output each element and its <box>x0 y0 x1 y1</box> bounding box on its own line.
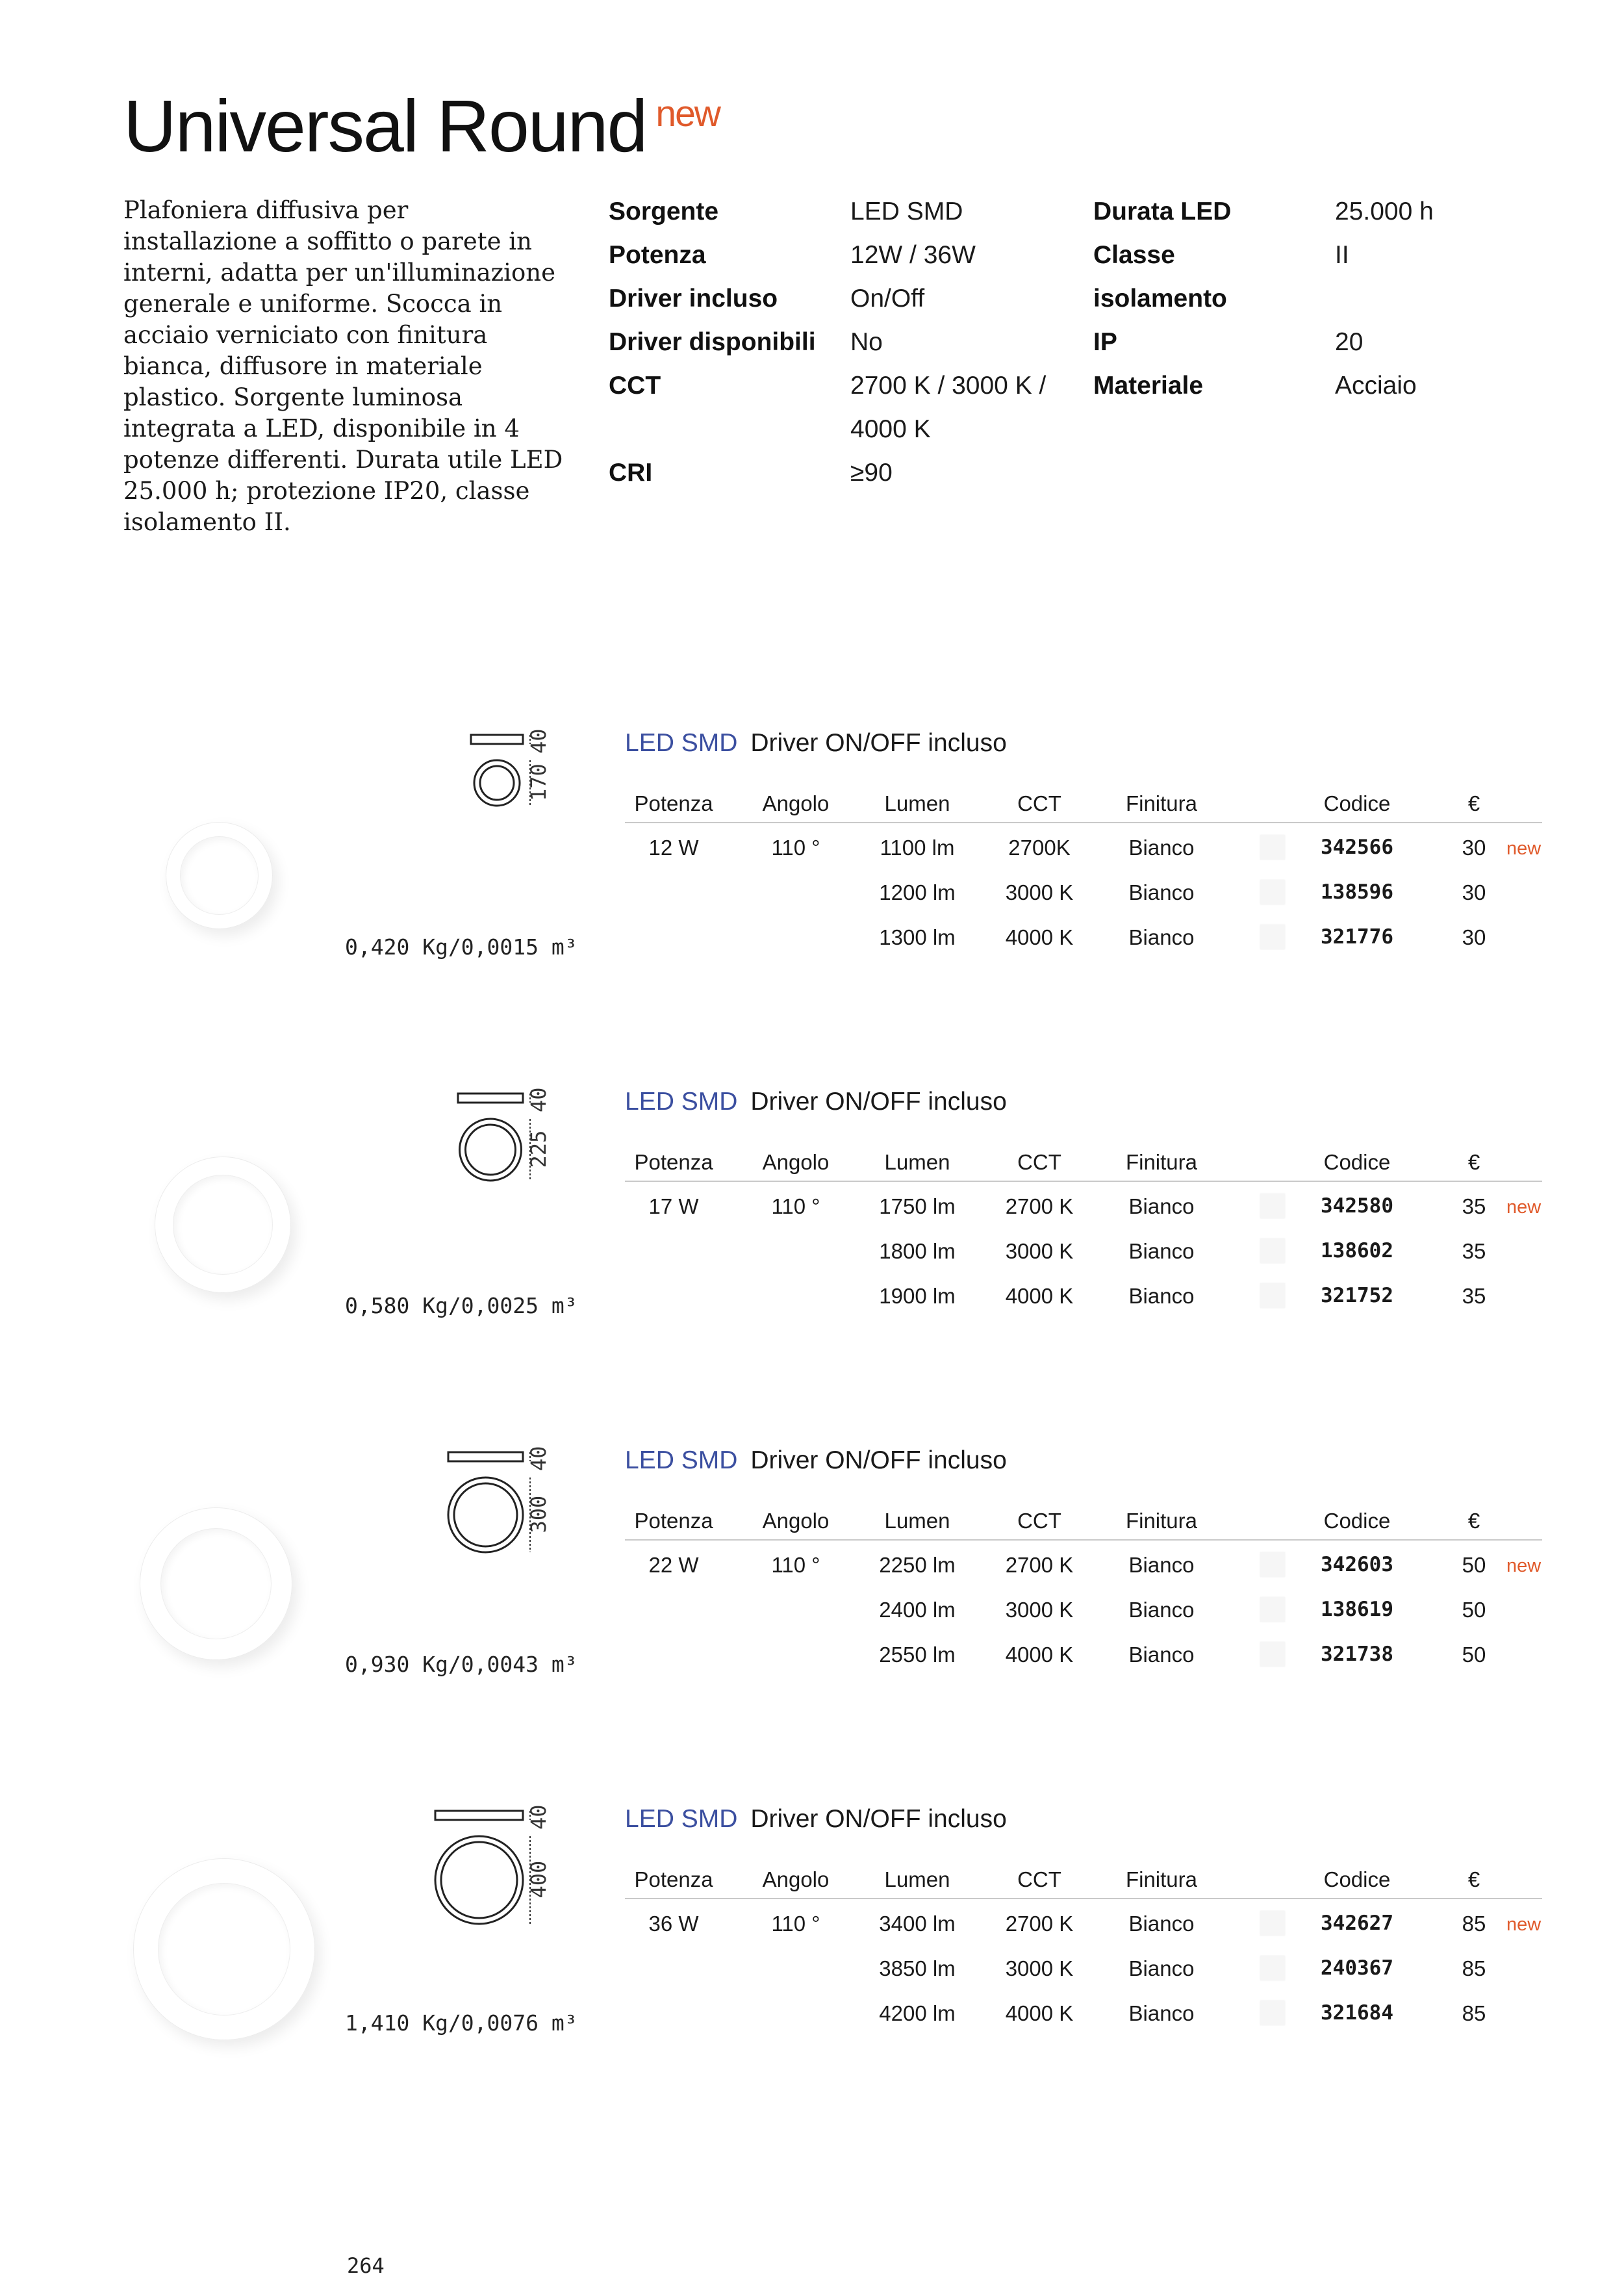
finish-swatch <box>1260 1911 1285 1936</box>
new-badge: new <box>1506 1197 1542 1218</box>
cell-finitura: Bianco <box>1128 1284 1195 1308</box>
table-rule <box>625 822 1464 823</box>
spec-left-value: No <box>850 328 883 356</box>
cell-lumen: 1800 lm <box>879 1239 956 1263</box>
column-header-potenza: Potenza <box>634 1509 713 1533</box>
height-label: 40 <box>526 1446 551 1471</box>
spec-left-value: On/Off <box>850 285 925 313</box>
column-header-cct: CCT <box>1017 1867 1061 1891</box>
cell-finitura: Bianco <box>1128 1956 1195 1980</box>
diameter-label: 300 <box>526 1495 551 1533</box>
weight-volume: 1,410 Kg/0,0076 m³ <box>345 2010 577 2036</box>
table-rule <box>625 1539 1464 1541</box>
cell-finitura: Bianco <box>1128 1643 1195 1667</box>
cell-angolo: 110 ° <box>771 1553 820 1577</box>
spec-right-value: II <box>1335 241 1349 269</box>
top-view-inner <box>454 1483 517 1546</box>
spec-left-key: Potenza <box>609 241 706 269</box>
finish-swatch <box>1260 1238 1285 1263</box>
spec-left-key: CCT <box>609 372 661 400</box>
cell-price: 50 <box>1462 1598 1486 1622</box>
new-badge: new <box>1506 1555 1542 1576</box>
spec-right-key: isolamento <box>1093 285 1227 313</box>
spec-left-value: 12W / 36W <box>850 241 976 269</box>
dimension-drawing <box>468 728 598 858</box>
cell-potenza: 36 W <box>648 1912 699 1936</box>
cell-finitura: Bianco <box>1128 1553 1195 1577</box>
cell-codice: 342603 <box>1321 1553 1393 1576</box>
cell-lumen: 1100 lm <box>880 836 955 860</box>
table-caption <box>625 1446 1007 1475</box>
cell-cct: 4000 K <box>1005 1284 1074 1308</box>
spec-right-key: Durata LED <box>1093 198 1232 225</box>
product-photo <box>155 1157 291 1293</box>
source-label: LED SMD <box>625 729 738 757</box>
weight-volume: 0,420 Kg/0,0015 m³ <box>345 934 577 960</box>
column-header-potenza: Potenza <box>634 1867 713 1891</box>
finish-swatch <box>1260 1283 1285 1308</box>
cell-price: 50 <box>1462 1553 1486 1577</box>
cell-cct: 3000 K <box>1005 880 1074 904</box>
top-view-outer <box>448 1478 523 1552</box>
spec-left-row <box>609 320 1065 364</box>
cell-lumen: 3850 lm <box>879 1956 956 1980</box>
column-header-codice: Codice <box>1323 791 1391 815</box>
spec-left-key: Driver disponibili <box>609 328 816 356</box>
side-view-outline <box>448 1452 523 1461</box>
cell-cct: 2700K <box>1008 836 1071 860</box>
new-badge: new <box>1506 1914 1542 1935</box>
table-caption <box>625 729 1007 758</box>
cell-finitura: Bianco <box>1128 1194 1195 1218</box>
source-label: LED SMD <box>625 1805 738 1833</box>
specs-right <box>1093 190 1465 407</box>
cell-finitura: Bianco <box>1128 836 1195 860</box>
height-label: 40 <box>526 1804 551 1830</box>
spec-left-key <box>609 407 850 451</box>
spec-right-key: IP <box>1093 328 1117 356</box>
cell-cct: 4000 K <box>1005 1643 1074 1667</box>
price-rule <box>1464 1898 1542 1899</box>
spec-left-key: CRI <box>609 459 653 487</box>
finish-swatch <box>1260 1552 1285 1577</box>
table-caption <box>625 1088 1007 1116</box>
diameter-label: 400 <box>526 1860 551 1899</box>
column-header-price: € <box>1467 1150 1480 1174</box>
cell-lumen: 1750 lm <box>879 1194 956 1218</box>
cell-lumen: 4200 lm <box>879 2001 956 2025</box>
spec-left-key: Sorgente <box>609 198 719 225</box>
driver-label: Driver ON/OFF incluso <box>750 1805 1007 1833</box>
cell-potenza: 17 W <box>648 1194 699 1218</box>
product-photo <box>140 1507 292 1660</box>
column-header-angolo: Angolo <box>762 1867 830 1891</box>
finish-swatch <box>1260 1956 1285 1980</box>
cell-lumen: 3400 lm <box>879 1912 956 1936</box>
cell-price: 30 <box>1462 836 1486 860</box>
cell-price: 85 <box>1462 2001 1486 2025</box>
spec-left-value: ≥90 <box>850 459 893 487</box>
cell-finitura: Bianco <box>1128 1239 1195 1263</box>
cell-cct: 2700 K <box>1005 1194 1074 1218</box>
cell-price: 85 <box>1462 1956 1486 1980</box>
top-view-inner <box>466 1125 516 1175</box>
table-rule <box>625 1898 1464 1899</box>
source-label: LED SMD <box>625 1088 738 1116</box>
column-header-finitura: Finitura <box>1125 791 1198 815</box>
cell-cct: 3000 K <box>1005 1239 1074 1263</box>
cell-price: 30 <box>1462 925 1486 949</box>
cell-codice: 321776 <box>1321 925 1393 949</box>
product-description: Plafoniera diffusiva per installazione a soffitto o parete in interni, adatta per un'illuminazione generale e uniforme. Scocca in acciaio verniciato con finitura bianca, diffusore in materiale plastico. Sorgente luminosa integrata a LED, disponibile in 4 potenze differenti. Durata utile LED 25.000 h; protezione IP20, classe isolamento II. <box>123 196 563 536</box>
side-view-outline <box>435 1811 523 1820</box>
column-header-angolo: Angolo <box>762 791 830 815</box>
finish-swatch <box>1260 1642 1285 1667</box>
height-label: 40 <box>526 728 551 754</box>
cell-potenza: 22 W <box>648 1553 699 1577</box>
finish-swatch <box>1260 2001 1285 2025</box>
spec-right-row <box>1093 277 1465 320</box>
spec-right-key: Materiale <box>1093 372 1204 400</box>
side-view-outline <box>471 735 523 744</box>
finish-swatch <box>1260 925 1285 949</box>
column-header-potenza: Potenza <box>634 1150 713 1174</box>
column-header-cct: CCT <box>1017 791 1061 815</box>
cell-codice: 342580 <box>1321 1194 1393 1218</box>
price-rule <box>1464 1539 1542 1541</box>
spec-right-row <box>1093 320 1465 364</box>
weight-volume: 0,580 Kg/0,0025 m³ <box>345 1293 577 1318</box>
cell-lumen: 2550 lm <box>879 1643 956 1667</box>
spec-right-value <box>1335 277 1465 320</box>
driver-label: Driver ON/OFF incluso <box>750 1446 1007 1474</box>
product-photo <box>133 1858 315 2040</box>
cell-price: 35 <box>1462 1194 1486 1218</box>
cell-lumen: 2250 lm <box>879 1553 956 1577</box>
finish-swatch <box>1260 1597 1285 1622</box>
driver-label: Driver ON/OFF incluso <box>750 729 1007 757</box>
spec-right-value: 25.000 h <box>1335 198 1434 225</box>
cell-potenza: 12 W <box>648 836 699 860</box>
weight-volume: 0,930 Kg/0,0043 m³ <box>345 1652 577 1677</box>
column-header-cct: CCT <box>1017 1150 1061 1174</box>
dimension-drawing <box>445 1445 575 1575</box>
spec-right-row <box>1093 364 1465 407</box>
column-header-potenza: Potenza <box>634 791 713 815</box>
spec-left-value: LED SMD <box>850 198 963 225</box>
cell-price: 85 <box>1462 1912 1486 1936</box>
spec-left-value: 4000 K <box>850 415 931 443</box>
top-view-outer <box>460 1119 522 1181</box>
source-label: LED SMD <box>625 1446 738 1474</box>
cell-codice: 138602 <box>1321 1239 1393 1262</box>
page-number: 264 <box>347 2253 385 2278</box>
diameter-label: 170 <box>526 763 551 801</box>
price-rule <box>1464 822 1542 823</box>
cell-cct: 3000 K <box>1005 1598 1074 1622</box>
cell-cct: 2700 K <box>1005 1912 1074 1936</box>
cell-lumen: 2400 lm <box>879 1598 956 1622</box>
cell-lumen: 1900 lm <box>879 1284 956 1308</box>
page-title <box>123 86 720 166</box>
finish-swatch <box>1260 880 1285 904</box>
spec-left-row <box>609 451 1065 494</box>
cell-finitura: Bianco <box>1128 925 1195 949</box>
column-header-codice: Codice <box>1323 1867 1391 1891</box>
cell-cct: 3000 K <box>1005 1956 1074 1980</box>
title-new-badge: new <box>655 93 720 134</box>
column-header-finitura: Finitura <box>1125 1150 1198 1174</box>
cell-codice: 342627 <box>1321 1912 1393 1935</box>
spec-right-key: Classe <box>1093 241 1175 269</box>
column-header-angolo: Angolo <box>762 1150 830 1174</box>
spec-left-key: Driver incluso <box>609 285 778 313</box>
cell-price: 50 <box>1462 1643 1486 1667</box>
cell-codice: 240367 <box>1321 1956 1393 1980</box>
column-header-codice: Codice <box>1323 1150 1391 1174</box>
product-photo <box>166 822 273 929</box>
column-header-price: € <box>1467 791 1480 815</box>
spec-left-row <box>609 407 1065 451</box>
height-label: 40 <box>526 1087 551 1112</box>
cell-cct: 4000 K <box>1005 2001 1074 2025</box>
cell-angolo: 110 ° <box>771 836 820 860</box>
table-caption <box>625 1805 1007 1834</box>
cell-cct: 4000 K <box>1005 925 1074 949</box>
spec-right-value: 20 <box>1335 328 1364 356</box>
finish-swatch <box>1260 1194 1285 1218</box>
spec-left-row <box>609 233 1065 277</box>
column-header-codice: Codice <box>1323 1509 1391 1533</box>
column-header-lumen: Lumen <box>884 1150 950 1174</box>
spec-left-row <box>609 277 1065 320</box>
diameter-label: 225 <box>526 1130 551 1168</box>
cell-codice: 321738 <box>1321 1643 1393 1666</box>
top-view-inner <box>480 766 514 800</box>
spec-left-row <box>609 364 1065 407</box>
cell-codice: 138619 <box>1321 1598 1393 1621</box>
cell-finitura: Bianco <box>1128 880 1195 904</box>
new-badge: new <box>1506 838 1542 859</box>
column-header-cct: CCT <box>1017 1509 1061 1533</box>
cell-price: 35 <box>1462 1239 1486 1263</box>
cell-lumen: 1200 lm <box>879 880 956 904</box>
column-header-price: € <box>1467 1509 1480 1533</box>
column-header-finitura: Finitura <box>1125 1509 1198 1533</box>
top-view-inner <box>441 1842 517 1918</box>
spec-right-row <box>1093 233 1465 277</box>
table-rule <box>625 1181 1464 1182</box>
cell-codice: 321684 <box>1321 2001 1393 2025</box>
cell-codice: 342566 <box>1321 836 1393 859</box>
title-text: Universal Round <box>123 85 647 167</box>
cell-price: 35 <box>1462 1284 1486 1308</box>
specs-left <box>609 190 1065 494</box>
column-header-finitura: Finitura <box>1125 1867 1198 1891</box>
column-header-lumen: Lumen <box>884 791 950 815</box>
spec-right-value: Acciaio <box>1335 372 1417 400</box>
spec-left-row <box>609 190 1065 233</box>
cell-price: 30 <box>1462 880 1486 904</box>
cell-cct: 2700 K <box>1005 1553 1074 1577</box>
dimension-drawing <box>432 1804 562 1934</box>
top-view-outer <box>435 1836 523 1924</box>
finish-swatch <box>1260 835 1285 860</box>
cell-finitura: Bianco <box>1128 2001 1195 2025</box>
cell-angolo: 110 ° <box>771 1912 820 1936</box>
cell-lumen: 1300 lm <box>879 925 956 949</box>
cell-angolo: 110 ° <box>771 1194 820 1218</box>
cell-codice: 321752 <box>1321 1284 1393 1307</box>
cell-finitura: Bianco <box>1128 1598 1195 1622</box>
dimension-drawing <box>455 1086 585 1216</box>
column-header-angolo: Angolo <box>762 1509 830 1533</box>
column-header-lumen: Lumen <box>884 1509 950 1533</box>
column-header-price: € <box>1467 1867 1480 1891</box>
cell-codice: 138596 <box>1321 880 1393 904</box>
side-view-outline <box>458 1094 523 1103</box>
spec-left-value: 2700 K / 3000 K / <box>850 372 1047 400</box>
driver-label: Driver ON/OFF incluso <box>750 1088 1007 1116</box>
cell-finitura: Bianco <box>1128 1912 1195 1936</box>
column-header-lumen: Lumen <box>884 1867 950 1891</box>
price-rule <box>1464 1181 1542 1182</box>
spec-right-row <box>1093 190 1465 233</box>
